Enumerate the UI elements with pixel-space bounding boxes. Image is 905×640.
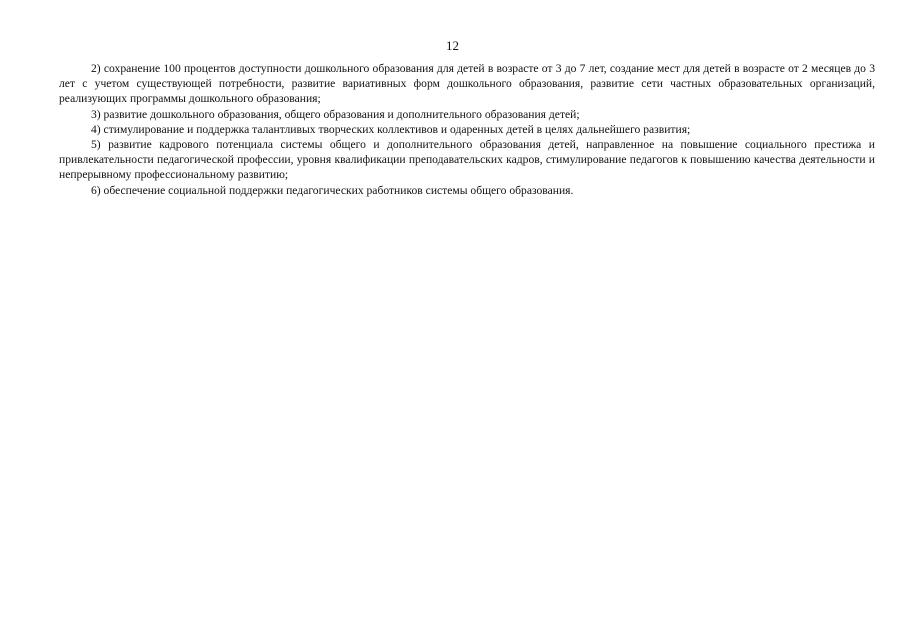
page-number: 12: [446, 38, 459, 53]
document-body: [59, 61, 875, 198]
paragraph-item-4: 4) стимулирование и поддержка талантливых творческих коллективов и одаренных детей в целях дальнейшего развития;: [91, 122, 691, 136]
paragraph-item-3: 3) развитие дошкольного образования, общего образования и дополнительного образования детей;: [91, 107, 580, 121]
paragraph-item-5: 5) развитие кадрового потенциала системы общего и дополнительного образования детей, направленное на повышение социального престижа и привлекательности педагогической профессии, уровня квалификации преподавательских кадров, стимулирование педагогов к повышению качества деятельности и непрерывному профессиональному развитию;: [59, 138, 875, 182]
paragraph-item-6: 6) обеспечение социальной поддержки педагогических работников системы общего образования.: [91, 183, 574, 197]
paragraph-item-2: 2) сохранение 100 процентов доступности дошкольного образования для детей в возрасте от 3 до 7 лет, создание мест для детей в возрасте от 2 месяцев до 3 лет с учетом существующей потребности, развитие вариативных форм дошкольного образования, развитие сети частных образовательных организаций, реализующих программы дошкольного образования;: [59, 62, 875, 106]
